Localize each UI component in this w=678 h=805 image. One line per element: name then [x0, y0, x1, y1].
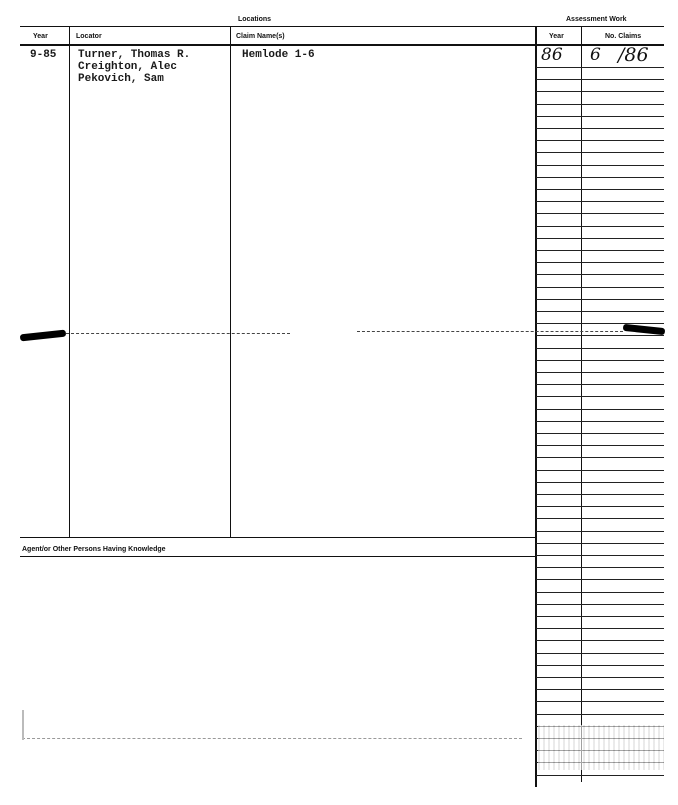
- claim-name: Hemlode 1-6: [242, 49, 315, 61]
- agent-section-rule: [20, 556, 536, 557]
- assessment-rule-line: [536, 689, 664, 690]
- assessment-rule-line: [536, 348, 664, 349]
- agent-section-label: Agent/or Other Persons Having Knowledge: [22, 546, 166, 553]
- locations-title: Locations: [238, 16, 272, 23]
- assessment-rule-line: [536, 714, 664, 715]
- midline-dashed-right: [357, 331, 623, 333]
- column-divider-year-locator: [69, 27, 70, 537]
- assessment-rule-line: [536, 592, 664, 593]
- assessment-rule-line: [536, 567, 664, 568]
- header-top-rule: [20, 26, 664, 27]
- assessment-rule-line: [536, 409, 664, 410]
- assessment-rule-line: [536, 433, 664, 434]
- assessment-rule-line: [536, 457, 664, 458]
- assessment-rule-line: [536, 91, 664, 92]
- assessment-rule-line: [536, 543, 664, 544]
- assessment-rule-line: [536, 67, 664, 68]
- col-header-claim-names: Claim Name(s): [236, 33, 285, 40]
- assessment-rule-line: [536, 201, 664, 202]
- assessment-rule-line: [536, 323, 664, 324]
- assessment-rule-line: [536, 494, 664, 495]
- col-header-year: Year: [33, 33, 48, 40]
- assessment-rule-line: [536, 116, 664, 117]
- assessment-rule-line: [536, 628, 664, 629]
- assessment-rule-line: [536, 128, 664, 129]
- locator-name-2: Creighton, Alec: [78, 61, 178, 73]
- assessment-year-handwritten: 86: [541, 45, 563, 65]
- assessment-rule-line: [536, 531, 664, 532]
- midline-dashed-left: [66, 333, 290, 335]
- locator-name-3: Pekovich, Sam: [78, 73, 164, 85]
- assessment-rule-line: [536, 152, 664, 153]
- assessment-rule-line: [536, 775, 664, 776]
- entry-year: 9-85: [30, 49, 57, 61]
- assessment-rule-line: [536, 579, 664, 580]
- column-divider-locator-claims: [230, 27, 231, 537]
- locations-bottom-rule: [20, 537, 536, 538]
- assessment-work-title: Assessment Work: [566, 16, 627, 23]
- assessment-rule-line: [536, 299, 664, 300]
- bottom-faint-line: [22, 738, 522, 740]
- col-header-aw-claims: No. Claims: [605, 33, 642, 40]
- assessment-rule-line: [536, 701, 664, 702]
- assessment-rule-line: [536, 360, 664, 361]
- locator-name-1: Turner, Thomas R.: [78, 49, 191, 61]
- assessment-rule-line: [536, 165, 664, 166]
- assessment-rule-line: [536, 677, 664, 678]
- assessment-rule-line: [536, 287, 664, 288]
- assessment-rule-line: [536, 482, 664, 483]
- col-header-aw-year: Year: [549, 33, 564, 40]
- assessment-rule-line: [536, 445, 664, 446]
- assessment-rule-line: [536, 384, 664, 385]
- assessment-rule-line: [536, 335, 664, 336]
- assessment-rule-line: [536, 311, 664, 312]
- assessment-rule-line: [536, 177, 664, 178]
- scan-noise-left: [22, 710, 24, 740]
- assessment-rule-line: [536, 396, 664, 397]
- assessment-rule-line: [536, 470, 664, 471]
- assessment-rule-line: [536, 604, 664, 605]
- header-bottom-rule: [20, 44, 664, 46]
- assessment-rule-line: [536, 555, 664, 556]
- assessment-rule-line: [536, 665, 664, 666]
- assessment-rule-line: [536, 421, 664, 422]
- assessment-rule-line: [536, 189, 664, 190]
- right-marker-stroke: [623, 324, 666, 335]
- assessment-rule-line: [536, 653, 664, 654]
- left-marker-stroke: [20, 330, 66, 342]
- assessment-rule-line: [536, 140, 664, 141]
- assessment-claims-extra-handwritten: /86: [618, 44, 649, 66]
- col-header-locator: Locator: [76, 33, 102, 40]
- assessment-rule-line: [536, 238, 664, 239]
- assessment-rule-line: [536, 640, 664, 641]
- assessment-rule-line: [536, 104, 664, 105]
- assessment-rule-line: [536, 616, 664, 617]
- scan-noise-block: [538, 725, 664, 770]
- assessment-rule-line: [536, 518, 664, 519]
- assessment-rule-line: [536, 506, 664, 507]
- assessment-claims-handwritten: 6: [590, 45, 601, 65]
- assessment-rule-line: [536, 226, 664, 227]
- assessment-rule-line: [536, 250, 664, 251]
- assessment-rule-line: [536, 372, 664, 373]
- assessment-rule-line: [536, 79, 664, 80]
- assessment-rule-line: [536, 274, 664, 275]
- assessment-rule-line: [536, 262, 664, 263]
- column-divider-locations-assessment: [535, 27, 537, 787]
- assessment-rule-line: [536, 213, 664, 214]
